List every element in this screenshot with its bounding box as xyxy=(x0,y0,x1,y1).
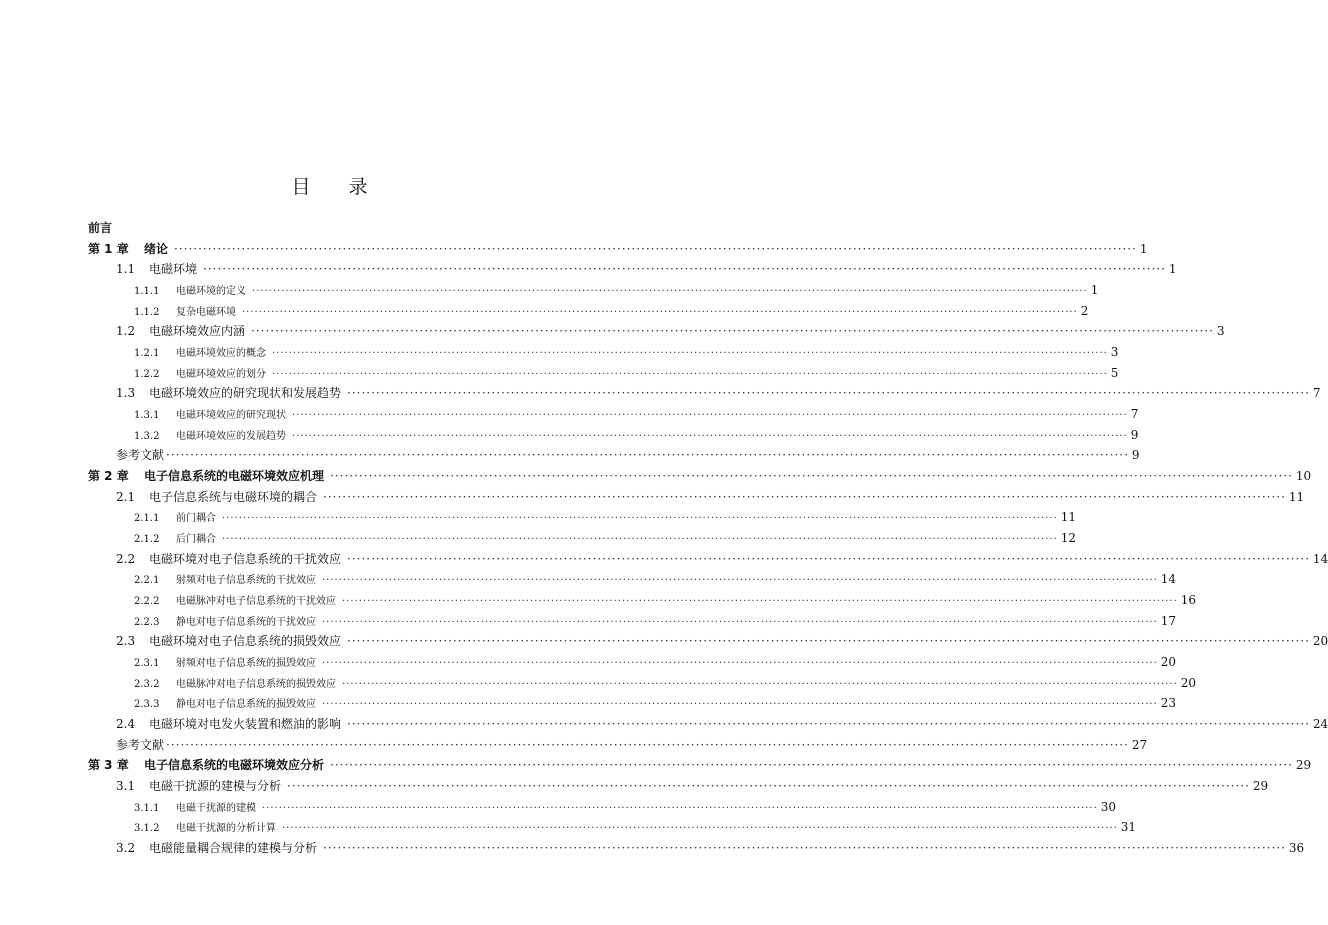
toc-dot-leader: ········································································································································································································ xyxy=(272,348,1108,359)
toc-entry-title: 电磁脉冲对电子信息系统的损毁效应 xyxy=(176,679,336,690)
toc-entry-page-number: 29 xyxy=(1252,779,1269,793)
toc-entry-title: 射频对电子信息系统的损毁效应 xyxy=(176,658,316,669)
toc-entry-title: 射频对电子信息系统的干扰效应 xyxy=(176,575,316,586)
toc-entry-section[interactable] xyxy=(116,324,1225,338)
toc-entry-title: 电磁环境效应的划分 xyxy=(176,369,266,380)
toc-dot-leader: ········································································································································································································ xyxy=(262,803,1098,814)
toc-entry-title: 电磁干扰源的建模与分析 xyxy=(149,779,282,793)
toc-dot-leader: ········································································································································································································ xyxy=(222,513,1058,524)
toc-entry-sub[interactable] xyxy=(134,696,1177,710)
toc-entry-number: 2.3.1 xyxy=(134,658,160,669)
toc-entry-number: 2.1 xyxy=(116,490,136,504)
toc-entry-title: 电磁环境效应的发展趋势 xyxy=(176,431,286,442)
toc-entry-section[interactable] xyxy=(116,717,1328,731)
toc-dot-leader: ········································································································································································································ xyxy=(322,699,1158,710)
toc-entry-sub[interactable] xyxy=(134,510,1077,524)
toc-dot-leader: ········································································································································································································ xyxy=(322,617,1158,628)
toc-entry-number: 1.2 xyxy=(116,324,136,338)
toc-entry-title: 前门耦合 xyxy=(176,513,216,524)
toc-entry-page-number: 11 xyxy=(1288,490,1305,504)
toc-dot-leader: ········································································································································································································ xyxy=(347,552,1310,566)
toc-entry-title: 参考文献 xyxy=(116,738,165,752)
toc-dot-leader: ········································································································································································································ xyxy=(292,431,1128,442)
toc-entry-page-number: 20 xyxy=(1312,634,1328,648)
toc-entry-title: 电磁环境对电发火装置和燃油的影响 xyxy=(149,717,342,731)
toc-entry-number: 第 3 章 xyxy=(88,758,129,772)
toc-entry-title: 电磁环境效应的研究现状 xyxy=(176,410,286,421)
toc-entry-sub[interactable] xyxy=(134,676,1197,690)
toc-entry-sub[interactable] xyxy=(134,531,1077,545)
toc-entry-page-number: 2 xyxy=(1080,304,1089,318)
toc-entry-section[interactable] xyxy=(116,552,1328,566)
toc-entry-number: 1.3.1 xyxy=(134,410,160,421)
toc-entry-page-number: 1 xyxy=(1139,242,1148,256)
toc-entry-page-number: 17 xyxy=(1160,614,1177,628)
toc-entry-title: 电磁能量耦合规律的建模与分析 xyxy=(149,841,318,855)
toc-dot-leader: ········································································································································································································ xyxy=(272,369,1108,380)
toc-entry-chapter[interactable] xyxy=(88,469,1312,483)
toc-dot-leader: ········································································································································································································ xyxy=(292,410,1128,421)
toc-entry-number: 1.1.2 xyxy=(134,307,160,318)
toc-dot-leader: ········································································································································································································ xyxy=(323,841,1286,855)
toc-entry-sub[interactable] xyxy=(134,428,1139,442)
toc-entry-page-number: 1 xyxy=(1168,262,1177,276)
toc-entry-title: 电磁干扰源的分析计算 xyxy=(176,823,276,834)
toc-entry-section[interactable] xyxy=(116,490,1305,504)
toc-entry-sub[interactable] xyxy=(134,820,1137,834)
toc-entry-page-number: 1 xyxy=(1090,283,1099,297)
toc-entry-number: 2.3.2 xyxy=(134,679,160,690)
toc-dot-leader: ········································································································································································································ xyxy=(347,386,1310,400)
toc-entry-number: 2.2.3 xyxy=(134,617,160,628)
toc-entry-number: 3.1.1 xyxy=(134,803,160,814)
toc-entry-ref[interactable] xyxy=(116,448,1140,462)
toc-entry-page-number: 16 xyxy=(1180,593,1197,607)
toc-entry-number: 1.2.2 xyxy=(134,369,160,380)
toc-dot-leader: ········································································································································································································ xyxy=(282,823,1118,834)
toc-entry-title: 电磁环境对电子信息系统的干扰效应 xyxy=(149,552,342,566)
toc-dot-leader: ········································································································································································································ xyxy=(323,490,1286,504)
toc-entry-page-number: 29 xyxy=(1295,758,1312,772)
toc-entry-page-number: 10 xyxy=(1295,469,1312,483)
toc-entry-number: 2.3 xyxy=(116,634,136,648)
toc-entry-sub[interactable] xyxy=(134,366,1119,380)
toc-entry-title: 电磁环境效应的研究现状和发展趋势 xyxy=(149,386,342,400)
toc-entry-number: 2.1.2 xyxy=(134,534,160,545)
toc-entry-page-number: 9 xyxy=(1130,428,1139,442)
toc-entry-number: 3.2 xyxy=(116,841,136,855)
toc-entry-page-number: 27 xyxy=(1131,738,1148,752)
toc-entry-number: 2.3.3 xyxy=(134,699,160,710)
toc-entry-page-number: 3 xyxy=(1110,345,1119,359)
toc-entry-number: 1.2.1 xyxy=(134,348,160,359)
toc-entry-chapter[interactable] xyxy=(88,242,1148,256)
toc-entry-number: 2.1.1 xyxy=(134,513,160,524)
toc-entry-title: 电磁环境效应内涵 xyxy=(149,324,246,338)
toc-entry-chapter[interactable] xyxy=(88,758,1312,772)
toc-entry-page-number: 24 xyxy=(1312,717,1328,731)
toc-dot-leader: ········································································································································································································ xyxy=(222,534,1058,545)
toc-entry-sub[interactable] xyxy=(134,800,1117,814)
toc-entry-title: 后门耦合 xyxy=(176,534,216,545)
toc-entry-section[interactable] xyxy=(116,386,1321,400)
toc-dot-leader: ········································································································································································································ xyxy=(242,307,1078,318)
toc-entry-page-number: 7 xyxy=(1130,407,1139,421)
toc-entry-page-number: 23 xyxy=(1160,696,1177,710)
toc-entry-section[interactable] xyxy=(116,841,1305,855)
toc-dot-leader: ········································································································································································································ xyxy=(322,658,1158,669)
page-title-char: 录 xyxy=(348,176,370,198)
toc-dot-leader: ········································································································································································································ xyxy=(347,634,1310,648)
toc-entry-sub[interactable] xyxy=(134,407,1139,421)
toc-dot-leader: ········································································································································································································ xyxy=(342,596,1178,607)
toc-entry-page-number: 14 xyxy=(1160,572,1177,586)
toc-entry-page-number: 11 xyxy=(1060,510,1077,524)
toc-dot-leader: ········································································································································································································ xyxy=(252,286,1088,297)
toc-entry-page-number: 31 xyxy=(1120,820,1137,834)
toc-entry-page-number: 9 xyxy=(1131,448,1140,462)
toc-entry-title: 电磁环境的定义 xyxy=(176,286,246,297)
toc-entry-title: 电磁环境效应的概念 xyxy=(176,348,266,359)
toc-entry-page-number: 14 xyxy=(1312,552,1328,566)
toc-entry-ref[interactable] xyxy=(116,738,1148,752)
toc-entry-sub[interactable] xyxy=(134,572,1177,586)
toc-entry-front[interactable] xyxy=(88,222,112,234)
toc-entry-number: 第 1 章 xyxy=(88,242,129,256)
toc-entry-page-number: 20 xyxy=(1160,655,1177,669)
toc-entry-sub[interactable] xyxy=(134,283,1099,297)
toc-entry-page-number: 7 xyxy=(1312,386,1321,400)
toc-entry-title: 静电对电子信息系统的损毁效应 xyxy=(176,699,316,710)
toc-entry-number: 第 2 章 xyxy=(88,469,129,483)
toc-dot-leader: ········································································································································································································ xyxy=(203,262,1166,276)
toc-entry-section[interactable] xyxy=(116,779,1269,793)
toc-entry-title: 参考文献 xyxy=(116,448,165,462)
toc-entry-title: 电子信息系统的电磁环境效应机理 xyxy=(144,469,325,483)
toc-entry-number: 2.2 xyxy=(116,552,136,566)
toc-entry-title: 静电对电子信息系统的干扰效应 xyxy=(176,617,316,628)
toc-entry-page-number: 3 xyxy=(1216,324,1225,338)
toc-dot-leader: ········································································································································································································ xyxy=(347,717,1310,731)
toc-dot-leader: ········································································································································································································ xyxy=(342,679,1178,690)
toc-dot-leader: ········································································································································································································ xyxy=(251,324,1214,338)
toc-entry-number: 1.3.2 xyxy=(134,431,160,442)
toc-entry-title: 电磁干扰源的建模 xyxy=(176,803,256,814)
toc-entry-number: 3.1 xyxy=(116,779,136,793)
toc-entry-page-number: 5 xyxy=(1110,366,1119,380)
toc-entry-number: 2.4 xyxy=(116,717,136,731)
toc-entry-title: 电子信息系统的电磁环境效应分析 xyxy=(144,758,325,772)
toc-entry-page-number: 12 xyxy=(1060,531,1077,545)
toc-entry-number: 1.3 xyxy=(116,386,136,400)
toc-entry-number: 1.1 xyxy=(116,262,136,276)
toc-entry-title: 复杂电磁环境 xyxy=(176,307,236,318)
toc-entry-number: 2.2.2 xyxy=(134,596,160,607)
page-title-char: 目 xyxy=(291,176,313,198)
toc-entry-page-number: 36 xyxy=(1288,841,1305,855)
toc-entry-number: 3.1.2 xyxy=(134,823,160,834)
toc-entry-section[interactable] xyxy=(116,634,1328,648)
toc-entry-title: 电磁环境 xyxy=(149,262,198,276)
toc-dot-leader: ········································································································································································································ xyxy=(330,469,1293,483)
toc-entry-section[interactable] xyxy=(116,262,1177,276)
toc-entry-title: 电磁环境对电子信息系统的损毁效应 xyxy=(149,634,342,648)
toc-entry-sub[interactable] xyxy=(134,593,1197,607)
toc-entry-title: 绪论 xyxy=(144,242,169,256)
toc-entry-sub[interactable] xyxy=(134,345,1119,359)
toc-dot-leader: ········································································································································································································ xyxy=(174,242,1137,256)
toc-entry-page-number: 30 xyxy=(1100,800,1117,814)
toc-dot-leader: ········································································································································································································ xyxy=(166,738,1129,752)
toc-entry-title: 电子信息系统与电磁环境的耦合 xyxy=(149,490,318,504)
toc-dot-leader: ········································································································································································································ xyxy=(322,575,1158,586)
toc-entry-sub[interactable] xyxy=(134,304,1089,318)
toc-dot-leader: ········································································································································································································ xyxy=(330,758,1293,772)
toc-entry-title: 前言 xyxy=(88,221,113,235)
toc-entry-title: 电磁脉冲对电子信息系统的干扰效应 xyxy=(176,596,336,607)
toc-entry-number: 2.2.1 xyxy=(134,575,160,586)
toc-entry-sub[interactable] xyxy=(134,614,1177,628)
toc-dot-leader: ········································································································································································································ xyxy=(166,448,1129,462)
toc-entry-sub[interactable] xyxy=(134,655,1177,669)
toc-dot-leader: ········································································································································································································ xyxy=(287,779,1250,793)
toc-entry-number: 1.1.1 xyxy=(134,286,160,297)
toc-entry-page-number: 20 xyxy=(1180,676,1197,690)
